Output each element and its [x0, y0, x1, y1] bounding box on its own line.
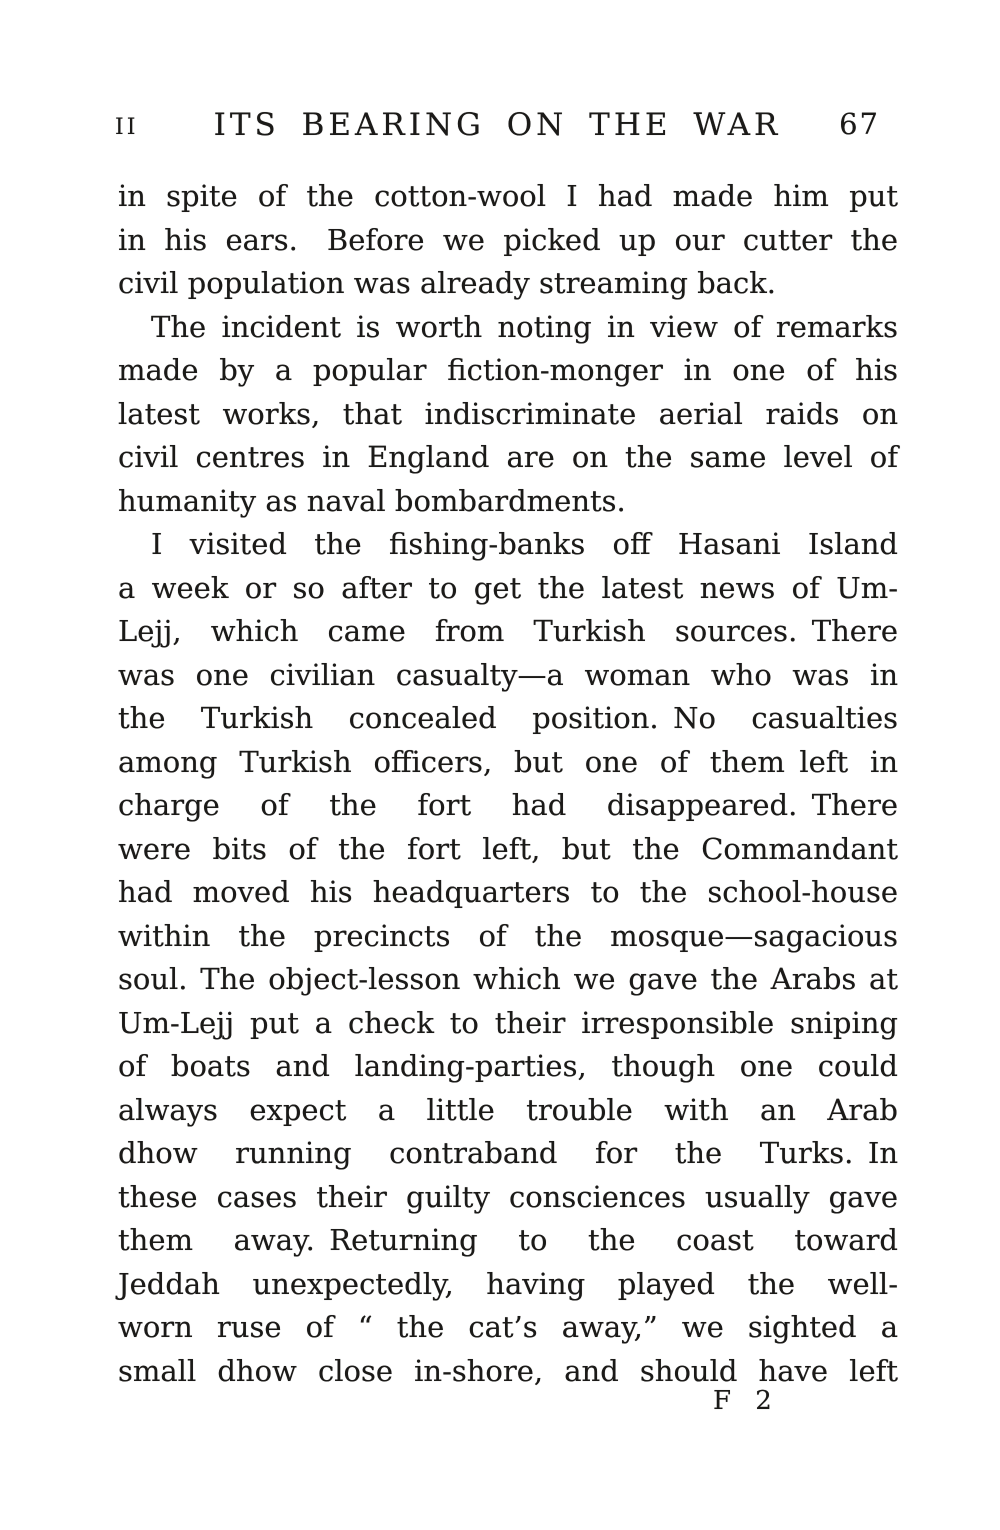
- text-line: civil population was already streaming back.: [118, 266, 777, 300]
- text-line: had moved his headquarters to the school-house: [118, 875, 898, 909]
- text-line: them away. Returning to the coast toward: [118, 1223, 898, 1257]
- text-line: dhow running contraband for the Turks. In: [118, 1136, 898, 1170]
- text-line: soul. The object-lesson which we gave the Arabs at: [118, 962, 898, 996]
- chapter-numeral: II: [115, 115, 139, 140]
- signature-mark: F 2: [713, 1386, 780, 1416]
- text-line: the Turkish concealed position. No casualties: [118, 701, 898, 735]
- text-line: in his ears. Before we picked up our cutter the: [118, 222, 898, 257]
- page-number: 67: [839, 107, 880, 141]
- text-line: among Turkish officers, but one of them left in: [118, 744, 898, 779]
- text-line: Lejj, which came from Turkish sources. There: [118, 614, 898, 648]
- text-line: charge of the fort had disappeared. There: [118, 788, 898, 822]
- text-line: made by a popular fiction-monger in one of his: [118, 353, 898, 387]
- text-line: latest works, that indiscriminate aerial raids on: [118, 396, 898, 431]
- text-line: were bits of the fort left, but the Commandant: [118, 831, 898, 866]
- text-line: civil centres in England are on the same level of: [118, 440, 898, 474]
- text-line: these cases their guilty consciences usually gave: [118, 1179, 898, 1214]
- text-line: I visited the fishing-banks off Hasani Island: [151, 527, 898, 561]
- text-line: was one civilian casualty—a woman who was in: [118, 657, 898, 692]
- text-line: in spite of the cotton-wool I had made him put: [118, 179, 898, 213]
- running-title: ITS BEARING ON THE WAR: [213, 107, 782, 143]
- text-line: Jeddah unexpectedly, having played the well-: [118, 1266, 898, 1301]
- text-line: Um-Lejj put a check to their irresponsible sniping: [118, 1005, 898, 1040]
- text-line: humanity as naval bombardments.: [118, 483, 626, 518]
- text-line: within the precincts of the mosque—sagacious: [118, 918, 898, 953]
- text-line: worn ruse of “ the cat’s away,” we sighted a: [118, 1310, 898, 1344]
- text-line: always expect a little trouble with an Arab: [118, 1092, 898, 1127]
- body-text: [118, 175, 898, 1393]
- text-line: The incident is worth noting in view of remarks: [151, 309, 898, 344]
- text-line: of boats and landing-parties, though one could: [118, 1049, 898, 1083]
- text-line: a week or so after to get the latest news of Um-: [118, 570, 898, 605]
- text-line: small dhow close in-shore, and should have left: [118, 1353, 898, 1388]
- running-header: [115, 108, 880, 148]
